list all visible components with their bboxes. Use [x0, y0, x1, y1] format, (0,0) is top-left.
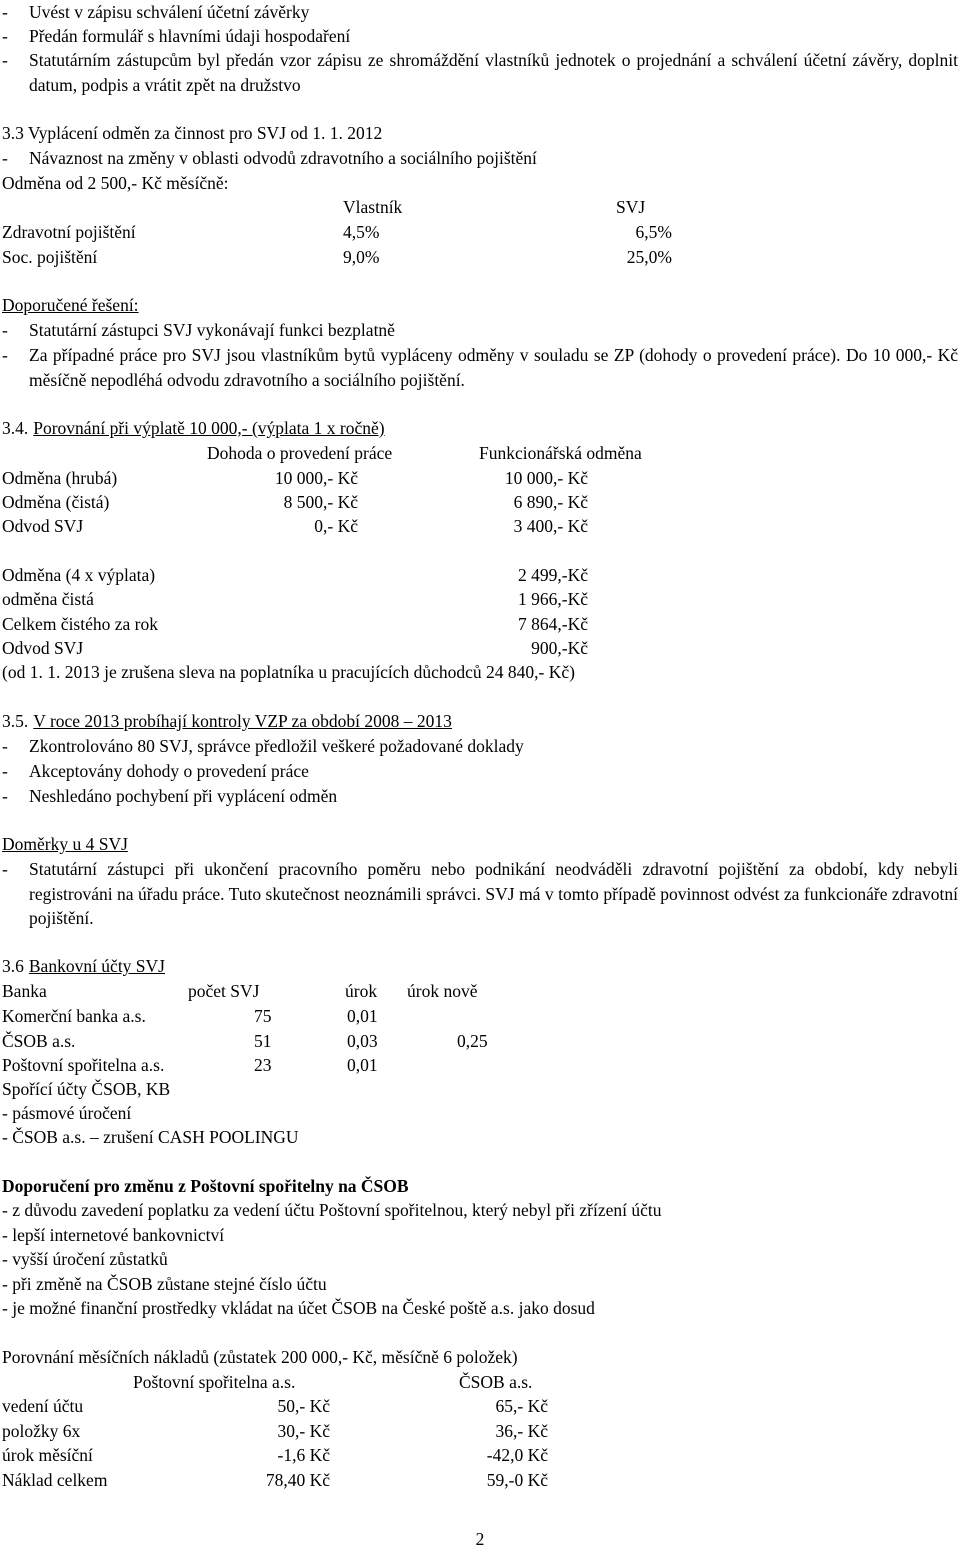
- table-cell: 78,40 Kč: [265, 1470, 330, 1490]
- text-line: - pásmové úročení: [2, 1103, 132, 1123]
- table-row-label: Náklad celkem: [2, 1470, 108, 1490]
- table-row-label: Odvod SVJ: [2, 638, 84, 658]
- list-item: - vyšší úročení zůstatků: [2, 1249, 168, 1269]
- table-row-label: položky 6x: [2, 1421, 81, 1441]
- table-row-label: Odměna (hrubá): [2, 468, 118, 488]
- subsection-heading: Doměrky u 4 SVJ: [2, 834, 128, 854]
- list-item: Statutární zástupci SVJ vykonávají funkci bezplatně: [29, 320, 395, 340]
- table-cell: 0,03: [347, 1031, 378, 1051]
- column-header-owner: Vlastník: [343, 197, 403, 217]
- list-item: Neshledáno pochybení při vyplácení odměn: [29, 786, 338, 806]
- table-cell: 9,0%: [343, 247, 380, 267]
- list-item: - z důvodu zavedení poplatku za vedení účtu Poštovní spořitelnou, který nebyl při zřízení účtu: [2, 1200, 662, 1220]
- table-row-label: Celkem čistého za rok: [2, 614, 158, 634]
- table-cell: 36,- Kč: [495, 1421, 548, 1441]
- table-row-label: Odměna (čistá): [2, 492, 110, 512]
- table-cell: 1 966,-Kč: [518, 589, 588, 609]
- section-title: V roce 2013 probíhají kontroly VZP za období 2008 – 2013: [33, 711, 452, 731]
- table-cell: 0,01: [347, 1006, 378, 1026]
- table-cell: 0,25: [457, 1031, 488, 1051]
- bullet-dash: -: [2, 148, 8, 168]
- table-row-label: Zdravotní pojištění: [2, 222, 136, 242]
- section-heading-3-6: [2, 954, 165, 979]
- column-header: Poštovní spořitelna a.s.: [133, 1372, 296, 1392]
- table-row-label: ČSOB a.s.: [2, 1031, 76, 1051]
- table-row-label: odměna čistá: [2, 589, 94, 609]
- table-cell: -1,6 Kč: [277, 1445, 330, 1465]
- list-item: - lepší internetové bankovnictví: [2, 1225, 225, 1245]
- section-number: 3.4.: [2, 418, 29, 438]
- list-item: - je možné finanční prostředky vkládat na účet ČSOB na České poště a.s. jako dosud: [2, 1298, 595, 1318]
- table-cell: 2 499,-Kč: [518, 565, 588, 585]
- table-cell: 3 400,- Kč: [513, 516, 588, 536]
- section-number: 3.5.: [2, 711, 29, 731]
- table-cell: 59,-0 Kč: [486, 1470, 548, 1490]
- bullet-dash: -: [2, 859, 8, 879]
- bullet-dash: -: [2, 736, 8, 756]
- costs-heading: Porovnání měsíčních nákladů (zůstatek 200 000,- Kč, měsíčně 6 položek): [2, 1347, 518, 1367]
- section-heading-3-4: [2, 416, 385, 441]
- column-header: počet SVJ: [188, 981, 260, 1001]
- list-item: Zkontrolováno 80 SVJ, správce předložil veškeré požadované doklady: [29, 736, 524, 756]
- table-row-label: úrok měsíční: [2, 1445, 93, 1465]
- table-cell: 65,- Kč: [495, 1396, 548, 1416]
- table-cell: 10 000,- Kč: [504, 468, 588, 488]
- table-cell: 51: [254, 1031, 272, 1051]
- section-heading-3-5: [2, 709, 452, 734]
- bullet-dash: -: [2, 50, 8, 70]
- table-row-label: Odvod SVJ: [2, 516, 84, 536]
- table-cell: 0,- Kč: [314, 516, 358, 536]
- page-number: 2: [475, 1529, 485, 1549]
- reward-intro: Odměna od 2 500,- Kč měsíčně:: [2, 173, 229, 193]
- table-cell: 50,- Kč: [277, 1396, 330, 1416]
- table-cell: -42,0 Kč: [486, 1445, 548, 1465]
- text-line: - ČSOB a.s. – zrušení CASH POOLINGU: [2, 1127, 299, 1147]
- table-cell: 4,5%: [343, 222, 380, 242]
- text-line: Spořící účty ČSOB, KB: [2, 1079, 171, 1099]
- table-cell: 10 000,- Kč: [274, 468, 358, 488]
- table-row-label: Komerční banka a.s.: [2, 1006, 146, 1026]
- section-title: Bankovní účty SVJ: [28, 956, 165, 976]
- table-row-label: vedení účtu: [2, 1396, 84, 1416]
- table-cell: 30,- Kč: [277, 1421, 330, 1441]
- table-cell: 25,0%: [626, 247, 672, 267]
- bullet-dash: -: [2, 345, 8, 365]
- column-header: úrok: [345, 981, 378, 1001]
- bullet-dash: -: [2, 320, 8, 340]
- column-header: ČSOB a.s.: [459, 1372, 533, 1392]
- bullet-dash: -: [2, 786, 8, 806]
- column-header: úrok nově: [407, 981, 478, 1001]
- list-item: - při změně na ČSOB zůstane stejné číslo účtu: [2, 1274, 327, 1294]
- table-cell: 900,-Kč: [531, 638, 588, 658]
- note: (od 1. 1. 2013 je zrušena sleva na poplatníka u pracujících důchodců 24 840,- Kč): [2, 662, 575, 682]
- table-row-label: Soc. pojištění: [2, 247, 98, 267]
- list-item: Statutárním zástupcům byl předán vzor zápisu ze shromáždění vlastníků jednotek o projednání a schválení účetní závěry, doplnit datum, podpis a vrátit zpět na družstvo: [29, 50, 958, 95]
- table-cell: 0,01: [347, 1055, 378, 1075]
- section-title: Porovnání při výplatě 10 000,- (výplata 1 x ročně): [33, 418, 385, 438]
- table-cell: 7 864,-Kč: [518, 614, 588, 634]
- column-header: Banka: [2, 981, 47, 1001]
- list-item: Statutární zástupci při ukončení pracovního poměru nebo podnikání neodváděli zdravotní pojištění za období, kdy nebyli registrováni na úřadu práce. Tuto skutečnost neoznámili správci. SVJ má v tomto případě povinnost odvést za funkcionáře zdravotní pojištění.: [29, 859, 958, 929]
- column-header-svj: SVJ: [616, 197, 646, 217]
- bullet-dash: -: [2, 761, 8, 781]
- table-cell: 75: [254, 1006, 272, 1026]
- table-cell: 8 500,- Kč: [283, 492, 358, 512]
- table-row-label: Poštovní spořitelna a.s.: [2, 1055, 165, 1075]
- table-cell: 6,5%: [635, 222, 672, 242]
- table-cell: 23: [254, 1055, 272, 1075]
- table-cell: 6 890,- Kč: [513, 492, 588, 512]
- section-heading-3-3: 3.3 Vyplácení odměn za činnost pro SVJ od 1. 1. 2012: [2, 123, 383, 143]
- recommended-solution-label: Doporučené řešení:: [2, 295, 139, 315]
- list-item: Akceptovány dohody o provedení práce: [29, 761, 309, 781]
- bullet-dash: -: [2, 2, 8, 22]
- list-item: Za případné práce pro SVJ jsou vlastníkům bytů vypláceny odměny v souladu se ZP (dohody o provedení práce). Do 10 000,- Kč měsíčně nepodléhá odvodu zdravotního a sociálního pojištění.: [29, 345, 958, 390]
- column-header-agreement: Dohoda o provedení práce: [207, 443, 393, 463]
- column-header-official: Funkcionářská odměna: [479, 443, 642, 463]
- list-item: Uvést v zápisu schválení účetní závěrky: [29, 2, 310, 22]
- table-row-label: Odměna (4 x výplata): [2, 565, 156, 585]
- bullet-dash: -: [2, 26, 8, 46]
- section-number: 3.6: [2, 956, 24, 976]
- list-item: Předán formulář s hlavními údaji hospodaření: [29, 26, 351, 46]
- list-item: Návaznost na změny v oblasti odvodů zdravotního a sociálního pojištění: [29, 148, 537, 168]
- recommendation-heading: Doporučení pro změnu z Poštovní spořitelny na ČSOB: [2, 1176, 409, 1196]
